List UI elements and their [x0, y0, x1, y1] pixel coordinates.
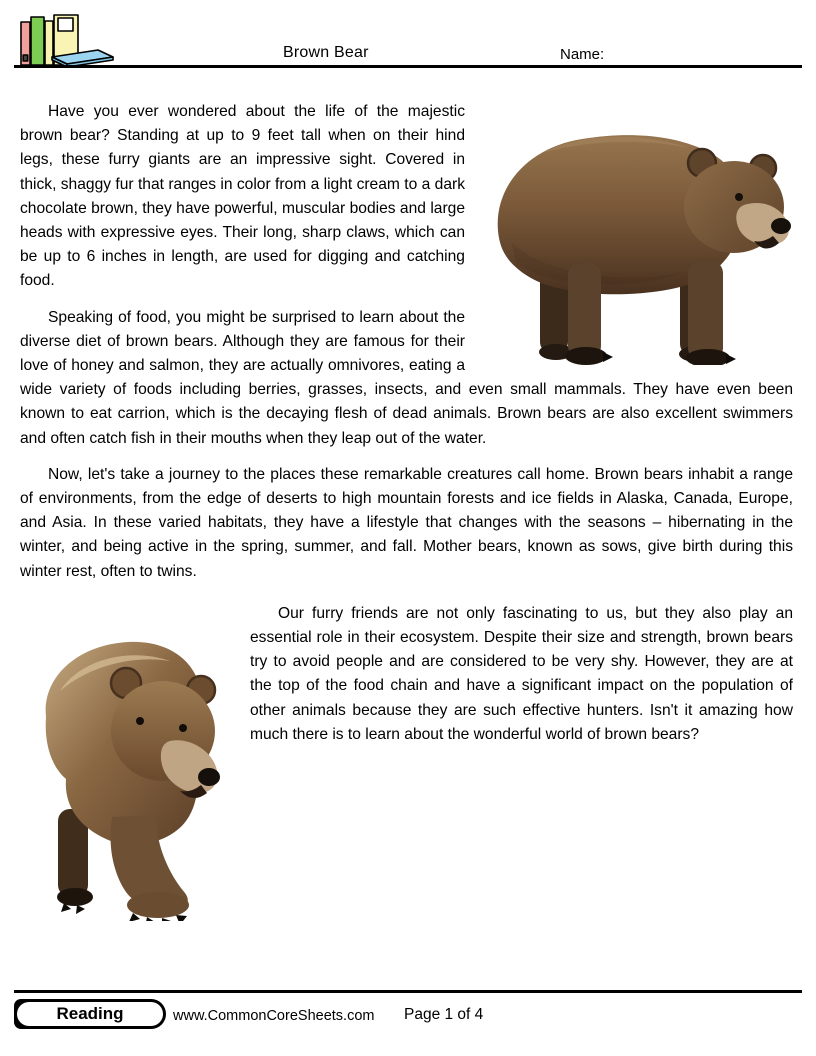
brown-bear-walking-illustration [20, 621, 236, 921]
paragraph-2: Speaking of food, you might be surprised to learn about the diverse diet of brown bears. Although they are famous for their love of honey and salmon, they are actually omnivores, eating a wide variety of foods including berries, grasses, insects, and even small mammals. They have even been known to eat carrion, which is the decaying flesh of dead animals. Brown bears are also excellent swimmers and often catch fish in their mouths when they leap out of the water. [20, 308, 793, 447]
brown-bear-image-right [481, 113, 793, 365]
page-indicator: Page 1 of 4 [404, 1006, 484, 1023]
website-text: www.CommonCoreSheets.com [173, 1008, 375, 1024]
page-title: Brown Bear [283, 44, 369, 61]
brown-bear-standing-illustration [481, 113, 793, 365]
paragraph-3: Now, let's take a journey to the places these remarkable creatures call home. Brown bears inhabit a range of environments, from the edge of deserts to high mountain forests and ice fields in Alaska, Canada, Europe, and Asia. In these varied habitats, they have a lifestyle that changes with the seasons – hibernating in the winter, and being active in the spring, summer, and fall. Mother bears, known as sows, give birth during this winter rest, often to twins. [20, 465, 793, 580]
reading-passage [20, 100, 793, 921]
footer-divider [14, 990, 802, 993]
name-label: Name: [560, 46, 605, 63]
category-badge [14, 999, 166, 1029]
category-badge-label: Reading [17, 1002, 163, 1026]
brown-bear-image-left [20, 621, 236, 921]
paragraph-4: Our furry friends are not only fascinating to us, but they also play an essential role in their ecosystem. Despite their size and strength, brown bears try to avoid people and are considered to be very shy. However, they are at the top of the food chain and have a significant impact on the population of other animals because they are such effective hunters. Isn't it amazing how much there is to learn about the wonderful world of brown bears? [250, 604, 793, 743]
paragraph-1: Have you ever wondered about the life of the majestic brown bear? Standing at up to 9 feet tall when on their hind legs, these furry giants are an impressive sight. Covered in thick, shaggy fur that ranges in color from a light cream to a dark chocolate brown, they have powerful, muscular bodies and large heads with expressive eyes. Their long, sharp claws, which can be up to 6 inches in length, are used for digging and catching food. [20, 103, 465, 290]
books-icon [18, 13, 118, 72]
header-divider [14, 65, 802, 68]
